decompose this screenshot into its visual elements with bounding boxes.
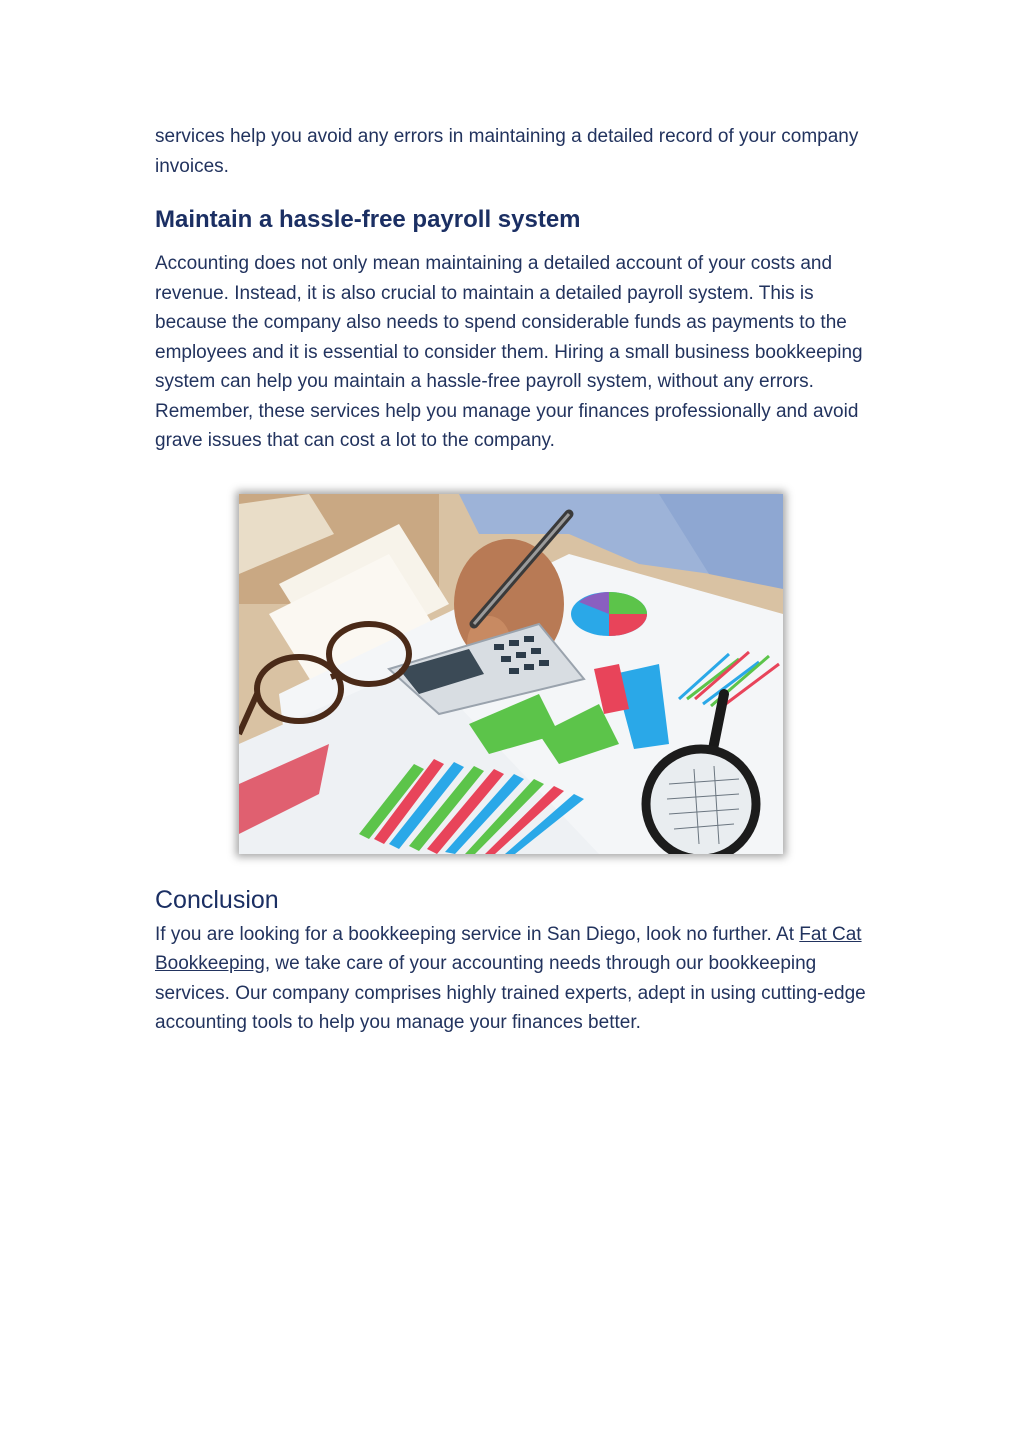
conclusion-paragraph [155, 920, 875, 1038]
intro-paragraph: services help you avoid any errors in maintaining a detailed record of your company invoices. [155, 126, 859, 177]
conclusion-text-before: If you are looking for a bookkeeping service in San Diego, look no further. At [155, 923, 800, 945]
conclusion-heading: Conclusion [155, 885, 279, 914]
document-page [155, 122, 875, 1038]
fat-cat-bookkeeping-link[interactable]: Fat Cat Bookkeeping [155, 923, 862, 974]
payroll-heading: Maintain a hassle-free payroll system [155, 206, 581, 233]
conclusion-text-after: , we take care of your accounting needs through our bookkeeping services. Our company comprises highly trained experts, adept in using cutting-edge accounting tools to help you manage your finances better. [155, 953, 866, 1033]
payroll-paragraph: Accounting does not only mean maintaining a detailed account of your costs and revenue. Instead, it is also crucial to maintain a detailed payroll system. This is because the company also needs to spend considerable funds as payments to the employees and it is essential to consider them. Hiring a small business bookkeeping system can help you maintain a hassle-free payroll system, without any errors. Remember, these services help you manage your finances professionally and avoid grave issues that can cost a lot to the company. [155, 253, 863, 451]
accounting-photo [239, 494, 783, 854]
